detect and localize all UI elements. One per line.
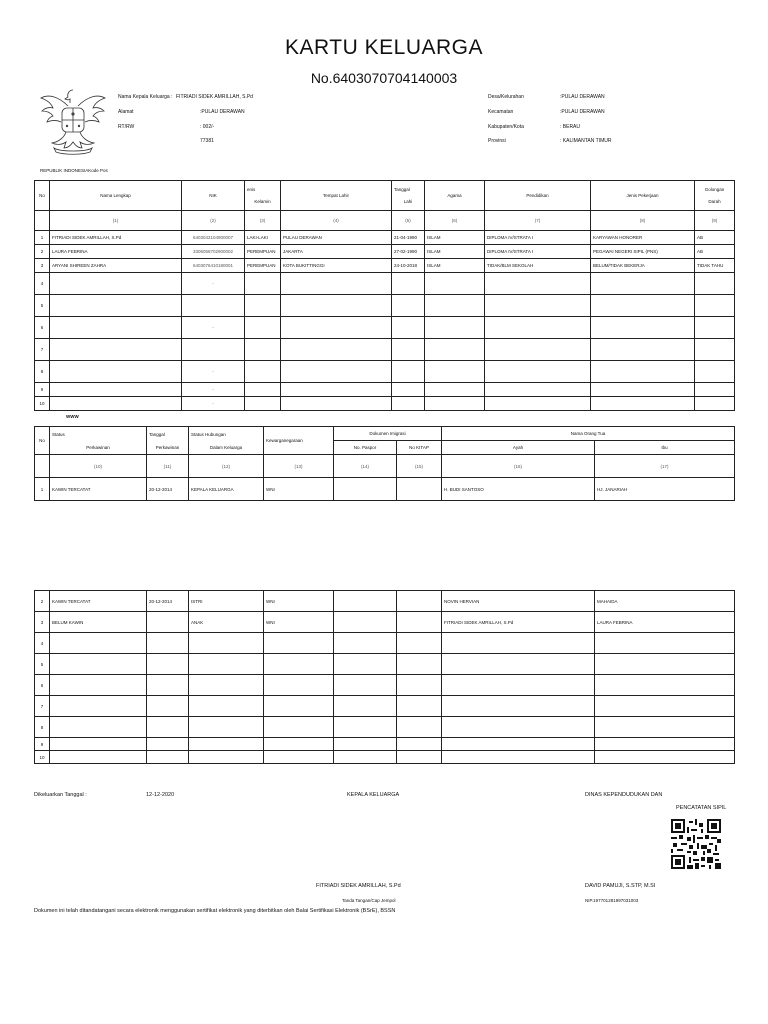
cell-paspor [334,717,397,738]
cell-jk [245,339,281,361]
cell-kitap [397,612,442,633]
cell-ibu: LAURA FEBRINA [595,612,735,633]
col-number: (7) [485,211,591,231]
cell-nama [50,339,182,361]
pencatatan-sipil-label: PENCATATAN SIPIL [676,805,727,811]
cell-ayah [442,696,595,717]
header-paspor: No. Paspor [334,441,397,455]
status-continuation-table [34,590,735,764]
cell-hubungan: KEPALA KELUARGA [189,478,264,501]
header-tanggal-top: Tanggal [149,431,165,437]
cell-gol [695,273,735,295]
cell-ibu [595,717,735,738]
cell-nik: - [182,317,245,339]
cell-kitap [397,633,442,654]
cell-jk [245,397,281,411]
cell-no: 7 [35,339,50,361]
cell-agama [425,295,485,317]
kk-number: No.6403070704140003 [310,70,458,86]
cell-tgl [392,339,425,361]
cell-tempat [281,339,392,361]
cell-status [50,675,147,696]
cell-status [50,633,147,654]
cell-jk [245,295,281,317]
cell-ibu: MAHAIDA [595,591,735,612]
cell-tgl [147,675,189,696]
cell-nik: 6403076410180001 [182,259,245,273]
header-tgl-top: Tanggal [394,187,410,192]
cell-paspor [334,654,397,675]
cell-no: 3 [35,259,50,273]
cell-jk: PEREMPUAN [245,259,281,273]
status-header-row-1 [35,427,735,441]
cell-kitap [397,738,442,751]
header-agama: Agama [425,181,485,211]
cell-no: 4 [35,633,50,654]
address-label: Alamat [118,109,134,115]
col-number: (1) [50,211,182,231]
cell-nama [50,273,182,295]
cell-tgl [147,696,189,717]
cell-wn [264,751,334,764]
cell-tgl [392,383,425,397]
cell-nama [50,383,182,397]
cell-kitap [397,751,442,764]
cell-pendidikan [485,361,591,383]
cell-wn [264,717,334,738]
cell-ibu [595,633,735,654]
village-label: Desa/Kelurahan [488,94,524,100]
cell-gol [695,361,735,383]
cell-no: 1 [35,231,50,245]
cell-ayah [442,654,595,675]
cell-hubungan [189,717,264,738]
cell-jk [245,273,281,295]
cell-tgl [147,751,189,764]
cell-nama: ARYANI SHIREEN ZAHRA [50,259,182,273]
cell-wn [264,633,334,654]
cell-wn: WNI [264,591,334,612]
cell-ibu: HJ. JANARIAH [595,478,735,501]
cell-status [50,751,147,764]
header-nama: Nama Lengkap [50,181,182,211]
cell-paspor [334,612,397,633]
cell-ayah [442,738,595,751]
cell-pekerjaan [591,361,695,383]
cell-tgl [392,273,425,295]
official-name: DAVID PAMUJI, S.STP, M.SI [585,883,656,889]
kepala-keluarga-label: KEPALA KELUARGA [347,792,400,798]
cell-tgl [147,717,189,738]
cell-tempat: KOTA BUKITTINGGI [281,259,392,273]
header-tempat-lahir: Tempat Lahir [281,181,392,211]
postal-code-value: 77381 [200,138,214,144]
cell-nama [50,295,182,317]
cell-agama: ISLAM [425,231,485,245]
cell-paspor [334,696,397,717]
cell-paspor [334,738,397,751]
header-no: No [35,427,50,455]
cell-jk [245,317,281,339]
cell-tempat: PULAU DERAWAN [281,231,392,245]
cell-nik [182,339,245,361]
cell-ibu [595,738,735,751]
table-row [35,591,735,612]
header-ibu: Ibu [595,441,735,455]
cell-pendidikan: DIPLOMA IV/STRATA I [485,245,591,259]
cell-ayah [442,751,595,764]
cell-gol: AB [695,231,735,245]
header-status-perkawinan [50,427,147,455]
header-kewarganegaraan: Kewarganegaraan [264,427,334,455]
col-number: (10) [50,455,147,478]
header-jenis-kelamin [245,181,281,211]
cell-nik: - [182,273,245,295]
cell-nama [50,361,182,383]
cell-nama: LAURA FEBRINA [50,245,182,259]
table-row [35,675,735,696]
col-number: (8) [591,211,695,231]
village-value: :PULAU DERAWAN [560,94,605,100]
col-number: (17) [595,455,735,478]
cell-no: 5 [35,654,50,675]
table-row [35,751,735,764]
issued-date: 12-12-2020 [146,792,175,798]
cell-tempat [281,397,392,411]
cell-gol [695,295,735,317]
table-row [35,717,735,738]
header-pendidikan: Pendidikan [485,181,591,211]
cell-gol: TIDAK TAHU [695,259,735,273]
cell-nik: 3306056702900002 [182,245,245,259]
cell-status: KAWIN TERCATAT [50,478,147,501]
col-number: (13) [264,455,334,478]
col-number: (6) [425,211,485,231]
cell-agama [425,397,485,411]
cell-nik: 6403042104900007 [182,231,245,245]
cell-tgl [147,654,189,675]
table-row [35,339,735,361]
cell-no: 6 [35,317,50,339]
status-table [34,426,735,501]
cell-tempat: JAKARTA [281,245,392,259]
cell-kitap [397,696,442,717]
cell-tgl [147,612,189,633]
head-name-value: FITRIADI SIDEK AMRILLAH, S.Pd [176,94,253,100]
header-ayah: Ayah [442,441,595,455]
header-status-bottom: Perkawinan [86,444,110,450]
garuda-emblem-icon [38,84,108,160]
cell-tempat [281,273,392,295]
table-row [35,361,735,383]
cell-tgl: 20-12-2014 [147,591,189,612]
cell-hubungan [189,675,264,696]
cell-paspor [334,633,397,654]
cell-ayah: H. BUDI SANTOSO [442,478,595,501]
separator-text: WWW [66,414,79,419]
header-gol-top: Golongan [704,187,725,192]
cell-gol [695,397,735,411]
cell-status [50,696,147,717]
table-row [35,259,735,273]
cell-no: 8 [35,717,50,738]
header-tanggal-lahir [392,181,425,211]
cell-pekerjaan [591,339,695,361]
cell-agama [425,361,485,383]
cell-no: 7 [35,696,50,717]
status-number-row [35,455,735,478]
cell-status [50,654,147,675]
e-signature-notice: Dokumen ini telah ditandatangani secara elektronik menggunakan sertifikat elektronik yang diterbitkan oleh Balai Sertifikasi Elektronik (BSrE), BSSN [34,908,396,914]
cell-tempat [281,361,392,383]
table-row [35,273,735,295]
table-row [35,397,735,411]
qr-code-icon [671,819,721,869]
header-jk-bottom: Kelamin [254,199,271,204]
header-tanggal-bottom: Perkawinan [155,444,180,450]
members-table [34,180,735,411]
official-nip: NIP.197701281997031003 [585,898,639,903]
cell-paspor [334,591,397,612]
cell-pekerjaan: KARYAWAN HONORER [591,231,695,245]
header-hubungan [189,427,264,455]
cell-tempat [281,383,392,397]
cell-kitap [397,717,442,738]
header-gol-bottom: Darah [708,199,721,204]
cell-ibu [595,654,735,675]
cell-jk: LAKI-LAKI [245,231,281,245]
cell-hubungan: ANAK [189,612,264,633]
cell-status: KAWIN TERCATAT [50,591,147,612]
table-row [35,231,735,245]
table-row [35,696,735,717]
table-row [35,245,735,259]
cell-nama: FITRIADI SIDEK AMRILLAH, S.Pd [50,231,182,245]
cell-kitap [397,478,442,501]
cell-no: 9 [35,738,50,751]
col-number: (2) [182,211,245,231]
col-number: (11) [147,455,189,478]
cell-hubungan [189,751,264,764]
cell-jk: PEREMPUAN [245,245,281,259]
cell-no: 2 [35,245,50,259]
cell-ayah: NOVIN HERVIAN [442,591,595,612]
table-row [35,738,735,751]
rtrw-label: RT/RW [118,124,135,130]
cell-ayah [442,633,595,654]
cell-hubungan [189,654,264,675]
col-number: (3) [245,211,281,231]
header-hubungan-top: Status Hubungan [191,431,226,437]
cell-wn [264,738,334,751]
cell-pekerjaan: PEGAWAI NEGERI SIPIL (PNS) [591,245,695,259]
cell-pekerjaan [591,273,695,295]
cell-ayah [442,675,595,696]
cell-wn [264,696,334,717]
cell-wn [264,654,334,675]
province-value: : KALIMANTAN TIMUR [560,138,612,144]
cell-agama: ISLAM [425,259,485,273]
district-label: Kecamatan [488,109,514,115]
cell-pekerjaan [591,317,695,339]
cell-no: 8 [35,361,50,383]
cell-agama: ISLAM [425,245,485,259]
cell-status [50,717,147,738]
cell-gol [695,317,735,339]
table-row [35,612,735,633]
members-header-row [35,181,735,211]
cell-no: 10 [35,397,50,411]
header-hubungan-bottom: Dalam Keluarga [209,444,243,450]
cell-pendidikan: TIDAK/BLM SEKOLAH [485,259,591,273]
cell-tgl [392,317,425,339]
issued-label: Dikeluarkan Tanggal : [34,792,87,798]
cell-pekerjaan [591,397,695,411]
cell-pendidikan: DIPLOMA IV/STRATA I [485,231,591,245]
cell-pekerjaan [591,383,695,397]
district-value: :PULAU DERAWAN [560,109,605,115]
cell-no: 1 [35,478,50,501]
cell-pekerjaan: BELUM/TIDAK BEKERJA [591,259,695,273]
cell-tgl: 27-02-1990 [392,245,425,259]
cell-no: 10 [35,751,50,764]
regency-label: Kabupaten/Kota [488,124,524,130]
cell-gol: AB [695,245,735,259]
cell-ayah: FITRIADI SIDEK AMRILLAH, S.Pd [442,612,595,633]
col-number: (16) [442,455,595,478]
dinas-label: DINAS KEPENDUDUKAN DAN [585,792,663,798]
cell-paspor [334,478,397,501]
regency-value: : BERAU [560,124,581,130]
cell-ibu [595,696,735,717]
cell-wn: WNI [264,612,334,633]
country-label: REPUBLIK INDONESIAKode Pos [40,168,108,173]
col-number: (12) [189,455,264,478]
cell-tanggal: 20-12-2014 [147,478,189,501]
col-number: (5) [392,211,425,231]
cell-hubungan [189,738,264,751]
cell-kitap [397,591,442,612]
header-status-top: Status [52,431,65,437]
header-nik: NIK [182,181,245,211]
cell-pendidikan [485,295,591,317]
cell-nik: - [182,397,245,411]
col-number: (9) [695,211,735,231]
table-row [35,295,735,317]
cell-tgl [392,397,425,411]
head-name-label: Nama Kepala Keluarga : [118,94,173,100]
address-value: :PULAU DERAWAN [200,109,245,115]
cell-ibu [595,675,735,696]
cell-nik: - [182,361,245,383]
table-row [35,317,735,339]
cell-nama [50,397,182,411]
header-no: No [35,181,50,211]
kepala-keluarga-name: FITRIADI SIDEK AMRILLAH, S.Pd [316,883,401,889]
cell-tgl [392,361,425,383]
cell-pendidikan [485,317,591,339]
cell-kitap [397,675,442,696]
header-dokumen-imigrasi: Dokumen Imigrasi [334,427,442,441]
cell-pendidikan [485,383,591,397]
province-label: Provinsi [488,138,506,144]
cell-agama [425,317,485,339]
cell-paspor [334,675,397,696]
header-golongan-darah [695,181,735,211]
cell-pendidikan [485,273,591,295]
cell-tgl [392,295,425,317]
cell-nik: - [182,383,245,397]
table-row [35,654,735,675]
header-tgl-bottom: Lahi [403,199,413,204]
cell-pendidikan [485,339,591,361]
cell-pekerjaan [591,295,695,317]
cell-hubungan [189,633,264,654]
cell-paspor [334,751,397,764]
cell-jk [245,383,281,397]
cell-ayah [442,717,595,738]
cell-hubungan: ISTRI [189,591,264,612]
cell-gol [695,383,735,397]
cell-tempat [281,295,392,317]
table-row [35,633,735,654]
header-tanggal-perkawinan [147,427,189,455]
cell-no: 4 [35,273,50,295]
header-kitap: No KITAP [397,441,442,455]
cell-agama [425,339,485,361]
cell-tgl: 21-04-1990 [392,231,425,245]
cell-tgl [147,738,189,751]
cell-no: 5 [35,295,50,317]
cell-no: 3 [35,612,50,633]
table-row [35,478,735,501]
header-pekerjaan: Jenis Pekerjaan [591,181,695,211]
cell-no: 9 [35,383,50,397]
table-row [35,383,735,397]
cell-jk [245,361,281,383]
members-number-row [35,211,735,231]
cell-pendidikan [485,397,591,411]
cell-tgl [147,633,189,654]
document-title: KARTU KELUARGA [285,36,483,59]
cell-nik [182,295,245,317]
cell-nama [50,317,182,339]
col-number: (15) [397,455,442,478]
rtrw-value: : 002/- [200,124,215,130]
col-number: (14) [334,455,397,478]
col-number: (4) [281,211,392,231]
cell-gol [695,339,735,361]
cell-no: 6 [35,675,50,696]
cell-hubungan [189,696,264,717]
cell-no: 2 [35,591,50,612]
cell-wn [264,675,334,696]
cell-status: BELUM KAWIN [50,612,147,633]
cell-kewarganegaraan: WNI [264,478,334,501]
header-nama-orang-tua: Nama Orang Tua [442,427,735,441]
cell-agama [425,383,485,397]
cell-status [50,738,147,751]
cell-kitap [397,654,442,675]
signature-caption: Tanda Tangan/Cap Jempol [342,898,396,903]
header-jk-top: enis [247,187,256,192]
cell-tgl: 24-10-2018 [392,259,425,273]
cell-tempat [281,317,392,339]
cell-agama [425,273,485,295]
cell-ibu [595,751,735,764]
